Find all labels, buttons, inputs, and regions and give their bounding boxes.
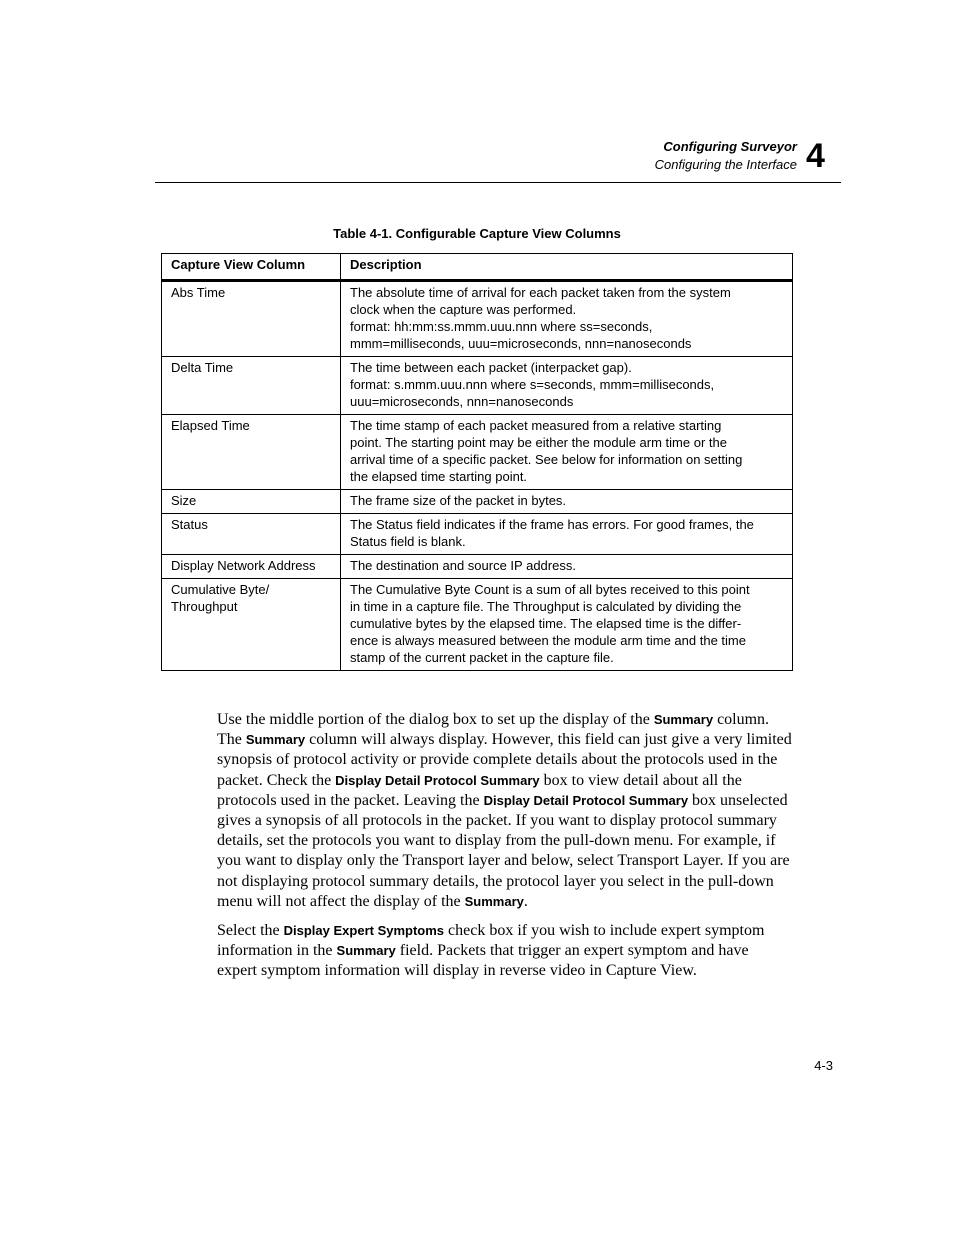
- cell-text-line: The absolute time of arrival for each packet taken from the system: [350, 285, 731, 300]
- text-run: Select the: [217, 922, 284, 940]
- description-cell: [341, 357, 793, 415]
- cell-text-line: Display Network Address: [171, 558, 316, 573]
- column-name-cell: [162, 357, 341, 415]
- cell-text-line: Status field is blank.: [350, 534, 466, 549]
- table-row: [162, 357, 793, 415]
- cell-text-line: ence is always measured between the module arm time and the time: [350, 633, 746, 648]
- text-run: Use the middle portion of the dialog box to set up the display of the: [217, 711, 654, 728]
- paragraph-summary-column: [217, 710, 792, 912]
- cell-text-line: cumulative bytes by the elapsed time. The elapsed time is the differ-: [350, 616, 742, 631]
- cell-text-line: The time between each packet (interpacket gap).: [350, 360, 632, 375]
- table-row: [162, 415, 793, 490]
- cell-text-line: The destination and source IP address.: [350, 558, 576, 573]
- description-cell: [341, 579, 793, 671]
- cell-text-line: uuu=microseconds, nnn=nanoseconds: [350, 394, 574, 409]
- cell-text-line: point. The starting point may be either the module arm time or the: [350, 435, 727, 450]
- description-cell: [341, 415, 793, 490]
- column-name-cell: [162, 415, 341, 490]
- cell-text-line: Status: [171, 517, 208, 532]
- table-caption: Table 4-1. Configurable Capture View Columns: [333, 226, 621, 241]
- cell-text-line: The Cumulative Byte Count is a sum of all bytes received to this point: [350, 582, 750, 597]
- column-name-cell: [162, 514, 341, 555]
- header-rule: [155, 182, 841, 183]
- cell-text-line: The frame size of the packet in bytes.: [350, 493, 567, 508]
- cell-text-line: stamp of the current packet in the capture file.: [350, 650, 614, 665]
- text-run: column will always display. However, this field can just give a very limited synopsis of protocol activity or provide complete details about the protocols used in the packet. Check the: [217, 731, 792, 789]
- cell-text-line: in time in a capture file. The Throughput is calculated by dividing the: [350, 599, 742, 614]
- cell-text-line: format: s.mmm.uuu.nnn where s=seconds, mmm=milliseconds,: [350, 377, 715, 392]
- cell-text-line: The Status field indicates if the frame has errors. For good frames, the: [350, 517, 754, 532]
- description-cell: [341, 490, 793, 514]
- text-run: column. The: [217, 711, 770, 749]
- text-run: box to view detail about all the protocols used in the packet. Leaving the: [217, 771, 742, 809]
- table-row: [162, 555, 793, 579]
- ui-term: Summary: [245, 732, 306, 748]
- cell-text-line: The time stamp of each packet measured from a relative starting: [350, 418, 722, 433]
- table-row: [162, 579, 793, 671]
- header-description: Description: [341, 254, 793, 281]
- cell-text-line: Elapsed Time: [171, 418, 250, 433]
- chapter-number: 4: [806, 137, 825, 175]
- text-run: box unselected gives a synopsis of all protocols in the packet. If you want to display protocol summary details, set the protocols you want to display from the pull-down menu. For example, if you want to display only the Transport layer and below, select Transport Layer. If you are not displaying protocol summary details, the protocol layer you select in the pull-down menu will not affect the display of the: [217, 791, 790, 910]
- ui-term: Display Detail Protocol Summary: [483, 792, 689, 808]
- body-text: [217, 710, 792, 991]
- cell-text-line: Delta Time: [171, 360, 234, 375]
- cell-text-line: the elapsed time starting point.: [350, 469, 528, 484]
- ui-term: Display Expert Symptoms: [283, 923, 445, 939]
- column-name-cell: [162, 281, 341, 357]
- cell-text-line: Size: [171, 493, 197, 508]
- text-run: check box if you wish to include expert symptom information in the: [217, 922, 765, 960]
- paragraph-expert-symptoms: [217, 921, 792, 982]
- ui-term: Summary: [464, 893, 524, 909]
- cell-text-line: Throughput: [171, 599, 238, 614]
- ui-term: Display Detail Protocol Summary: [335, 772, 540, 788]
- column-name-cell: [162, 579, 341, 671]
- ui-term: Summary: [653, 712, 714, 727]
- running-header: [655, 138, 797, 174]
- chapter-title: Configuring Surveyor: [663, 139, 797, 154]
- description-cell: [341, 514, 793, 555]
- text-run: .: [523, 892, 528, 910]
- table-row: [162, 490, 793, 514]
- cell-text-line: mmm=milliseconds, uuu=microseconds, nnn=nanoseconds: [350, 336, 692, 351]
- text-run: field. Packets that trigger an expert symptom and have expert symptom information will display in reverse video in Capture View.: [217, 942, 749, 980]
- header-capture-view-column: Capture View Column: [162, 254, 341, 281]
- cell-text-line: clock when the capture was performed.: [350, 302, 577, 317]
- column-name-cell: [162, 555, 341, 579]
- page-number: 4-3: [814, 1058, 833, 1073]
- table-header-row: [162, 254, 793, 281]
- table-row: [162, 281, 793, 357]
- cell-text-line: format: hh:mm:ss.mmm.uuu.nnn where ss=seconds,: [350, 319, 653, 334]
- cell-text-line: arrival time of a specific packet. See below for information on setting: [350, 452, 743, 467]
- ui-term: Summary: [336, 943, 396, 959]
- cell-text-line: Abs Time: [171, 285, 226, 300]
- column-name-cell: [162, 490, 341, 514]
- description-cell: [341, 555, 793, 579]
- description-cell: [341, 281, 793, 357]
- table-row: [162, 514, 793, 555]
- capture-view-columns-table: [161, 253, 793, 671]
- cell-text-line: Cumulative Byte/: [171, 582, 270, 597]
- section-title: Configuring the Interface: [654, 157, 797, 172]
